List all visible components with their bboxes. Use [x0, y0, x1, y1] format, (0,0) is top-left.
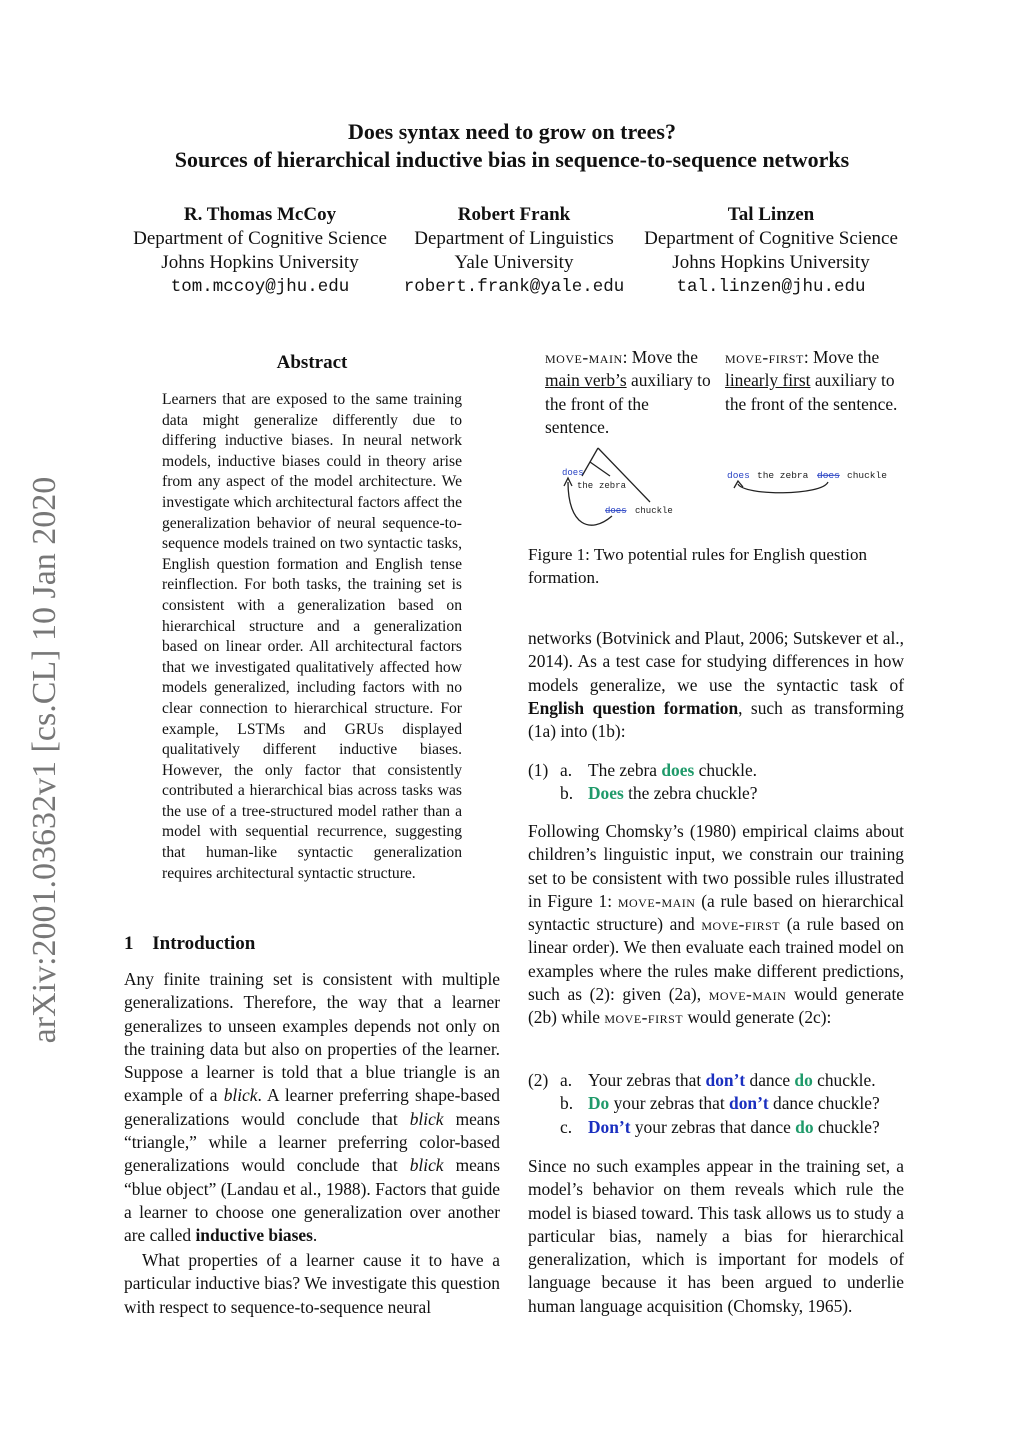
figure-syntax-tree	[550, 440, 710, 530]
author-email[interactable]: tom.mccoy@jhu.edu	[170, 277, 350, 297]
author-univ: Johns Hopkins University	[672, 252, 870, 273]
term-blick: blick	[223, 1085, 258, 1106]
example-1	[528, 759, 908, 806]
right-paragraph-2: Following Chomsky’s (1980) empirical claims about children’s linguistic input, we constrain our training set to be consistent with two possible rules illustrated in Figure 1: move-main (a rule based on hierarchical syntactic structure) and move-first (a rule based on linear order). We then evaluate each trained model on examples where the rules make different predictions, such as (2): given (2a), move-main would generate (2b) while move-first would generate (2c):	[528, 821, 904, 1028]
rule-name: move-first	[725, 347, 804, 367]
term-inductive-biases: inductive biases	[195, 1225, 313, 1246]
figure-rule-move-first: move-first: Move the linearly first auxiliary to the front of the sentence.	[725, 347, 898, 414]
tree-word-does-moved: does	[562, 468, 584, 478]
tree-word-does-original: does	[605, 506, 627, 516]
linear-word-does-original: does	[817, 470, 840, 481]
tree-word-chuckle: chuckle	[635, 506, 673, 516]
author-email[interactable]: robert.frank@yale.edu	[403, 277, 625, 297]
linear-word-the-zebra: the zebra	[757, 470, 809, 481]
linear-word-does-moved: does	[727, 470, 750, 481]
author-name: Tal Linzen	[727, 204, 815, 225]
figure-caption: Figure 1: Two potential rules for English question formation.	[528, 545, 867, 587]
author-block-3	[621, 203, 921, 299]
author-dept: Department of Linguistics	[414, 228, 614, 249]
author-dept: Department of Cognitive Science	[644, 228, 898, 249]
linear-word-chuckle: chuckle	[847, 470, 887, 481]
term-blick: blick	[409, 1108, 444, 1129]
section-title: Introduction	[152, 933, 256, 954]
intro-paragraph-2: What properties of a learner cause it to have a particular inductive bias? We investigate this question with respect to sequence-to-sequence neural	[124, 1250, 500, 1317]
arxiv-stamp	[24, 460, 64, 1060]
example-2b: b. Do your zebras that don’t dance chuckle?	[560, 1093, 880, 1114]
figure-rule-move-main: move-main: Move the main verb’s auxiliary to the front of the sentence.	[545, 347, 711, 437]
paper-title	[0, 118, 1024, 174]
abstract-text: Learners that are exposed to the same training data might generalize differently due to differing inductive biases. In neural network models, inductive biases could in theory arise from any aspect of the model architecture. We investigate which architectural factors affect the generalization behavior of neural sequence-to-sequence models trained on two syntactic tasks, English question formation and English tense reinflection. For both tasks, the training set is consistent with a generalization based on hierarchical structure and a generalization based on linear order. All architectural factors that we investigated qualitatively affected how models generalized, including factors with no clear connection to hierarchical structure. For example, LSTMs and GRUs displayed qualitatively different inductive biases. However, the only factor that consistently contributed a hierarchical bias across tasks was the use of a tree-structured model rather than a model with sequential recurrence, suggesting that human-like syntactic generalization requires architectural syntactic structure.	[162, 391, 462, 882]
author-univ: Yale University	[454, 252, 574, 273]
author-dept: Department of Cognitive Science	[133, 228, 387, 249]
author-univ: Johns Hopkins University	[161, 252, 359, 273]
section-heading-introduction	[124, 933, 255, 955]
example-2c: c. Don’t your zebras that dance do chuckle?	[560, 1116, 880, 1137]
rule-name: move-main	[545, 347, 623, 367]
example-1a: (1) a. The zebra does chuckle.	[528, 760, 758, 780]
author-email[interactable]: tal.linzen@jhu.edu	[676, 277, 866, 297]
linear-arrow	[738, 482, 828, 493]
author-name: R. Thomas McCoy	[183, 204, 337, 225]
right-paragraph-3: Since no such examples appear in the training set, a model’s behavior on them reveals which rule the model is biased toward. This task allows us to study a particular bias, namely a bias for hierarchical generalization, which is important for models of language because it has been argued to underlie human language acquisition (Chomsky, 1965).	[528, 1156, 904, 1316]
example-2	[528, 1069, 908, 1139]
term-blick: blick	[409, 1155, 444, 1176]
right-paragraph-1: networks (Botvinick and Plaut, 2006; Sutskever et al., 2014). As a test case for studying differences in how models generalize, we use the syntactic task of English question formation, such as transforming (1a) into (1b):	[528, 628, 904, 742]
author-block-2	[364, 203, 664, 299]
tree-word-zebra: zebra	[599, 481, 627, 491]
tree-word-the: the	[577, 481, 594, 491]
example-2a: (2) a. Your zebras that don’t dance do chuckle.	[528, 1070, 876, 1090]
intro-paragraph-1: Any finite training set is consistent with multiple generalizations. Therefore, the way that a learner generalizes to unseen examples depends not only on the training data but also on properties of the learner. Suppose a learner is told that a blue triangle is an example of a blick. A learner preferring shape-based generalizations would conclude that blick means “triangle,” while a learner preferring color-based generalizations would conclude that blick means “blue object” (Landau et al., 1988). Factors that guide a learner to choose one generalization over another are called inductive biases.	[124, 969, 500, 1246]
abstract-heading: Abstract	[276, 352, 348, 373]
author-name: Robert Frank	[457, 204, 571, 225]
title-line-2: Sources of hierarchical inductive bias in sequence-to-sequence networks	[174, 147, 850, 172]
section-number: 1	[124, 933, 134, 954]
figure-linear-diagram	[722, 462, 902, 502]
caption-label: Figure 1:	[528, 545, 590, 564]
title-line-1: Does syntax need to grow on trees?	[348, 119, 676, 144]
arxiv-id: arXiv:2001.03632v1 [cs.CL] 10 Jan 2020	[26, 476, 63, 1044]
example-1b: b. Does the zebra chuckle?	[560, 783, 758, 804]
